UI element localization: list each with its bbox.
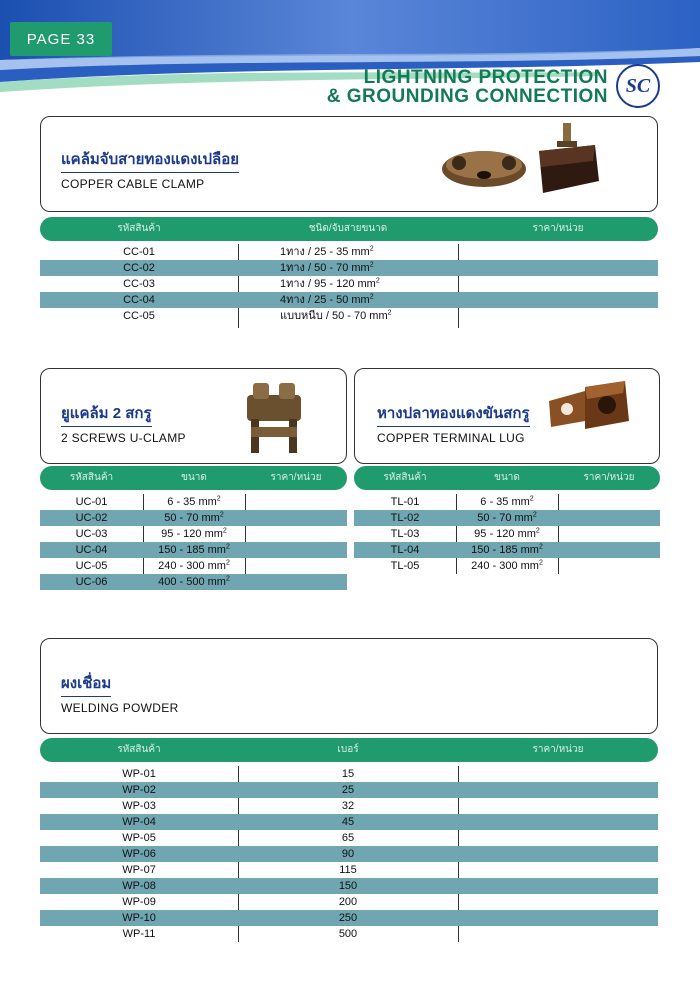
cable-clamp-small-image bbox=[439, 137, 529, 197]
u-clamp-table-header bbox=[40, 466, 347, 490]
product-code: CC-05 bbox=[123, 310, 155, 322]
cable-clamp-title-box bbox=[40, 116, 658, 212]
page-heading bbox=[327, 68, 608, 106]
product-code: WP-10 bbox=[122, 912, 156, 924]
product-code: WP-02 bbox=[122, 784, 156, 796]
table-row bbox=[40, 830, 658, 846]
table-row bbox=[40, 574, 347, 590]
cable-clamp-title-en: COPPER CABLE CLAMP bbox=[61, 177, 205, 191]
table-row bbox=[354, 494, 660, 510]
table-row bbox=[40, 260, 658, 276]
product-code: WP-08 bbox=[122, 880, 156, 892]
product-code: TL-02 bbox=[390, 512, 420, 524]
terminal-lug-image bbox=[545, 377, 635, 439]
product-code: WP-05 bbox=[122, 832, 156, 844]
u-clamp-title-en: 2 SCREWS U-CLAMP bbox=[61, 431, 186, 445]
product-code: TL-03 bbox=[390, 528, 420, 540]
table-row bbox=[40, 798, 658, 814]
welding-powder-title-th: ผงเชื่อม bbox=[61, 671, 111, 697]
col-header-number: เบอร์ bbox=[337, 744, 359, 755]
table-row bbox=[40, 766, 658, 782]
product-size: 95 - 120 $mm^2$ bbox=[474, 527, 540, 540]
heading-line-2: & GROUNDING CONNECTION bbox=[326, 86, 608, 107]
welding-powder-title-en: WELDING POWDER bbox=[61, 701, 179, 715]
col-header-code: รหัสสินค้า bbox=[117, 744, 161, 755]
table-row bbox=[40, 894, 658, 910]
cable-clamp-table-body bbox=[40, 244, 658, 328]
product-size: 50 - 70 $mm^2$ bbox=[164, 511, 224, 524]
terminal-lug-table-header bbox=[354, 466, 660, 490]
product-spec: แบบหนีบ / 50 - 70 $mm^2$ bbox=[280, 309, 392, 322]
product-code: UC-02 bbox=[75, 512, 108, 524]
table-row bbox=[40, 926, 658, 942]
heading-line-1: LIGHTNING PROTECTION bbox=[363, 67, 608, 88]
product-code: WP-11 bbox=[122, 928, 156, 940]
product-code: UC-06 bbox=[75, 576, 108, 588]
terminal-lug-title-th: หางปลาทองแดงขันสกรู bbox=[377, 401, 530, 427]
product-spec: 1ทาง / 95 - 120 $mm^2$ bbox=[280, 277, 380, 290]
product-code: TL-05 bbox=[390, 560, 420, 572]
product-code: WP-03 bbox=[122, 800, 156, 812]
table-row bbox=[40, 542, 347, 558]
table-row bbox=[354, 526, 660, 542]
sc-logo: SC bbox=[616, 64, 660, 108]
terminal-lug-title-box bbox=[354, 368, 660, 464]
product-code: WP-07 bbox=[122, 864, 156, 876]
product-spec: 1ทาง / 25 - 35 $mm^2$ bbox=[280, 245, 374, 258]
product-size: 6 - 35 $mm^2$ bbox=[167, 495, 221, 508]
table-row bbox=[40, 558, 347, 574]
product-code: UC-05 bbox=[75, 560, 108, 572]
col-header-price: ราคา/หน่วย bbox=[532, 223, 584, 234]
table-row bbox=[40, 276, 658, 292]
product-code: WP-01 bbox=[122, 768, 156, 780]
product-code: WP-04 bbox=[122, 816, 156, 828]
product-size: 400 - 500 $mm^2$ bbox=[158, 575, 230, 588]
product-code: UC-03 bbox=[75, 528, 108, 540]
product-code: WP-06 bbox=[122, 848, 156, 860]
table-row bbox=[40, 526, 347, 542]
cable-clamp-large-image bbox=[533, 121, 603, 199]
table-row bbox=[40, 308, 658, 324]
powder-number: 200 bbox=[338, 896, 358, 908]
product-code: TL-01 bbox=[390, 496, 420, 508]
product-code: TL-04 bbox=[390, 544, 420, 556]
powder-number: 45 bbox=[341, 816, 355, 828]
col-header-size: ขนาด bbox=[181, 472, 207, 483]
table-row bbox=[40, 782, 658, 798]
product-size: 95 - 120 $mm^2$ bbox=[161, 527, 227, 540]
product-code: CC-03 bbox=[123, 278, 155, 290]
col-header-spec: ชนิด/จับสายขนาด bbox=[308, 223, 388, 234]
powder-number: 25 bbox=[341, 784, 355, 796]
cable-clamp-title-th: แคล้มจับสายทองแดงเปลือย bbox=[61, 147, 239, 173]
powder-number: 65 bbox=[341, 832, 355, 844]
u-clamp-image bbox=[239, 377, 309, 457]
table-row bbox=[40, 494, 347, 510]
product-size: 150 - 185 $mm^2$ bbox=[471, 543, 543, 556]
powder-number: 15 bbox=[341, 768, 355, 780]
product-code: UC-04 bbox=[75, 544, 108, 556]
product-spec: 1ทาง / 50 - 70 $mm^2$ bbox=[280, 261, 374, 274]
product-size: 50 - 70 $mm^2$ bbox=[477, 511, 537, 524]
col-header-price: ราคา/หน่วย bbox=[270, 472, 322, 483]
table-row bbox=[40, 814, 658, 830]
table-row bbox=[40, 910, 658, 926]
powder-number: 90 bbox=[341, 848, 355, 860]
col-header-code: รหัสสินค้า bbox=[117, 223, 161, 234]
page-number-tab: PAGE 33 bbox=[10, 22, 112, 56]
col-header-code: รหัสสินค้า bbox=[383, 472, 427, 483]
product-spec: 4ทาง / 25 - 50 $mm^2$ bbox=[280, 293, 374, 306]
product-size: 240 - 300 $mm^2$ bbox=[158, 559, 230, 572]
table-row bbox=[40, 878, 658, 894]
powder-number: 32 bbox=[341, 800, 355, 812]
table-row bbox=[354, 542, 660, 558]
cable-clamp-table-header bbox=[40, 217, 658, 241]
product-code: CC-04 bbox=[123, 294, 155, 306]
table-row bbox=[40, 244, 658, 260]
welding-powder-table-header bbox=[40, 738, 658, 762]
u-clamp-title-th: ยูแคล้ม 2 สกรู bbox=[61, 401, 152, 427]
powder-number: 150 bbox=[338, 880, 358, 892]
terminal-lug-table-body bbox=[354, 494, 660, 576]
col-header-price: ราคา/หน่วย bbox=[532, 744, 584, 755]
product-size: 6 - 35 $mm^2$ bbox=[480, 495, 534, 508]
table-row bbox=[40, 862, 658, 878]
product-code: WP-09 bbox=[122, 896, 156, 908]
table-row bbox=[354, 558, 660, 574]
u-clamp-title-box bbox=[40, 368, 347, 464]
powder-number: 500 bbox=[338, 928, 358, 940]
terminal-lug-title-en: COPPER TERMINAL LUG bbox=[377, 431, 525, 445]
powder-number: 250 bbox=[338, 912, 358, 924]
product-code: UC-01 bbox=[75, 496, 108, 508]
col-header-price: ราคา/หน่วย bbox=[583, 472, 635, 483]
col-header-size: ขนาด bbox=[494, 472, 520, 483]
powder-number: 115 bbox=[339, 864, 357, 876]
col-header-code: รหัสสินค้า bbox=[69, 472, 114, 483]
product-size: 240 - 300 $mm^2$ bbox=[471, 559, 543, 572]
table-row bbox=[40, 292, 658, 308]
product-code: CC-02 bbox=[123, 262, 155, 274]
table-row bbox=[40, 846, 658, 862]
table-row bbox=[354, 510, 660, 526]
product-size: 150 - 185 $mm^2$ bbox=[158, 543, 230, 556]
table-row bbox=[40, 510, 347, 526]
welding-powder-table-body bbox=[40, 766, 658, 944]
product-code: CC-01 bbox=[123, 246, 155, 258]
welding-powder-title-box bbox=[40, 638, 658, 734]
u-clamp-table-body bbox=[40, 494, 347, 592]
